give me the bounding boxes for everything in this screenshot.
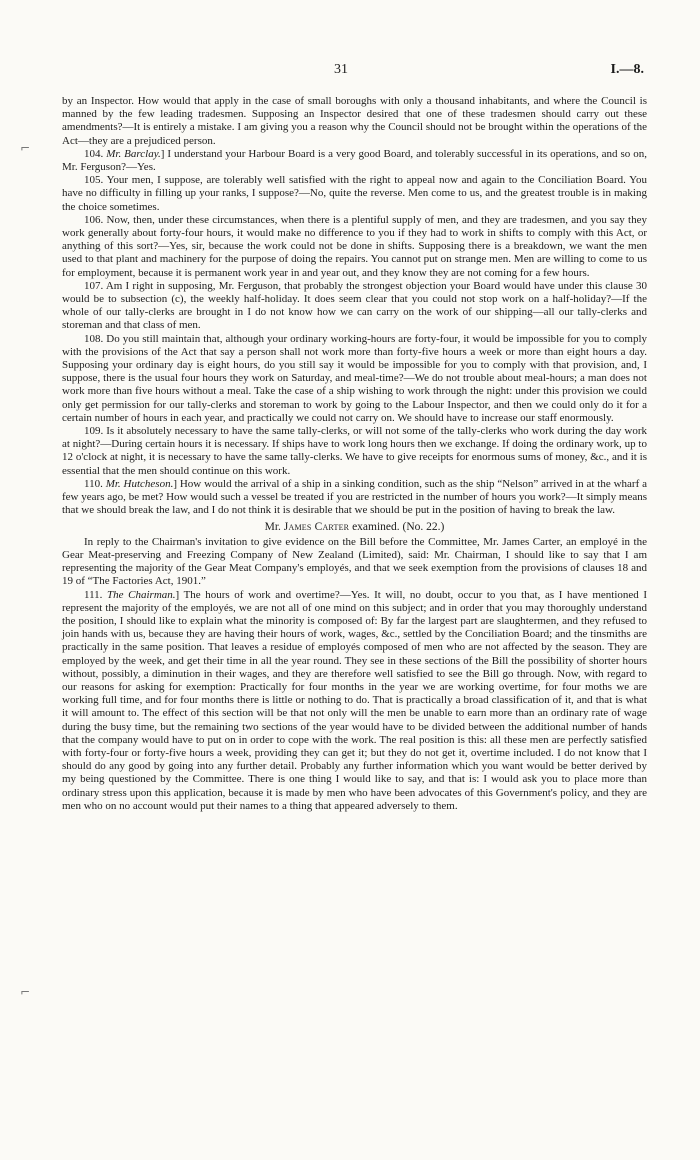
paragraph: 106. Now, then, under these circumstances, when there is a plentiful supply of men, and they are tradesmen, and you say they work generally about forty-four hours, it would make no difference to you if they had to work in shifts to comply with this Act, or anything of this sort?—Yes, sir, because the work could not be done in shifts. Supposing there is a breakdown, we want the men used to that plant and machinery for the purpose of doing the repairs. You cannot put on strange men. Men are willing to come to us for employment, because it is permanent work year in and year out, and they know they are not coming for a few hours.	[62, 213, 647, 279]
paragraph: 110. Mr. Hutcheson.] How would the arrival of a ship in a sinking condition, such as the ship “Nelson” arrived in at the wharf a few years ago, be met? How would such a vessel be treated if you are restricted in the number of hours you work?—It simply means that we should break the law, and I do not think it is desirable that we should be put in the position of having to break the law.	[62, 477, 647, 517]
margin-pencil-mark: ⌐	[20, 985, 31, 999]
question-number: 110.	[84, 477, 103, 490]
paragraph: 111. The Chairman.] The hours of work and overtime?—Yes. It will, no doubt, occur to you that, as I have mentioned I represent the majority of the employés, we are not all of one mind on this subject; and in order that you may thoroughly understand the position, I should like to explain what the minority is composed of: By far the largest part are slaughtermen, and they refused to join hands with us, because they are having their hours of work, wages, &c., settled by the Conciliation Board; and the tinsmiths are practically in the same position. That leaves a residue of employés composed of men who are not affected by the season. They are employed by the week, and get their time in all the year round. They see in these sections of the Bill the possibility of shorter hours without, possibly, a diminution in their wages, and they are therefore well satisfied to see the Bill go through. Now, with regard to our reasons for asking for exemption: Practically for four months in the year we are working overtime, for four moths we are working full time, and for four months there is little or nothing to do. That is practically a broad classification of it, and that is what it will amount to. The effect of this section will be that not only will the men be unable to earn more than an ordinary rate of wage during the busy time, but the remaining two sections of the year would have to be divided between the additional number of hands that the company would have to put on in order to cope with the work. The real position is this: all these men are perfectly satisfied with forty-four or forty-five hours a week, providing they can get it; but they do not get it, overtime included. I do not know that I should do any good by going into any further detail. Probably any further information which you want would be better derived by my being questioned by the Committee. There is one thing I would like to say, and that is: I would ask you to place more than ordinary stress upon this application, because it is made by men who have been advocates of this Government's policy, and they are men who on no account would put their names to a thing that appeared adversely to them.	[62, 588, 648, 812]
paragraph: by an Inspector. How would that apply in the case of small boroughs with only a thousand inhabitants, and where the Council is manned by the few leading tradesmen. Supposing an Inspector desired that one of these tradesmen should carry out these amendments?—It is entirely a mistake. I am giving you a reason why the Council should not be brought within the operations of the Act—they are a prejudiced person.	[62, 95, 647, 147]
paragraph: 107. Am I right in supposing, Mr. Ferguson, that probably the strongest objection your Board would have under this clause 30 would be to subsection (c), the weekly half-holiday. It does seem clear that you could not stop work on a half-holiday?—If the whole of our tally-clerks are brought in I do not know how we can carry on the work of our shipping—all our tally-clerks and storeman and that class of men.	[62, 279, 647, 332]
question-number: 106.	[84, 213, 104, 226]
document-reference: I.—8.	[610, 62, 644, 77]
witness-name: James Carter	[283, 520, 350, 533]
page-number: 31	[334, 62, 348, 77]
speaker: The Chairman.	[107, 588, 176, 601]
speaker: Mr. Hutcheson.	[105, 477, 174, 490]
question-number: 109.	[84, 425, 104, 438]
question-number: 105.	[84, 174, 104, 187]
speaker: Mr. Barclay.	[106, 147, 161, 160]
document-body	[62, 95, 647, 813]
page-header	[0, 62, 700, 82]
section-heading: Mr. James Carter examined. (No. 22.)	[264, 520, 445, 533]
paragraph: 105. Your men, I suppose, are tolerably well satisfied with the right to appeal now and again to the Conciliation Board. You have no difficulty in filling up your ranks, I suppose?—No, quite the reverse. Men come to us, and the greatest trouble is in making the choice sometimes.	[62, 174, 648, 213]
question-number: 104.	[84, 147, 104, 160]
margin-pencil-mark: ⌐	[20, 141, 31, 155]
paragraph: 109. Is it absolutely necessary to have the same tally-clerks, or will not some of the tally-clerks who work during the day work at night?—During certain hours it is necessary. If ships have to work long hours then we exchange. If doing the ordinary work, up to 12 o'clock at night, it is necessary to have the same tally-clerks. We have to give receipts for enormous sums of money, &c., and it is essential that the men should continue on this work.	[62, 425, 647, 477]
paragraph: 104. Mr. Barclay.] I understand your Harbour Board is a very good Board, and tolerably successful in its operations, and so on, Mr. Ferguson?—Yes.	[62, 147, 648, 174]
question-number: 108.	[84, 332, 104, 345]
question-number: 111.	[84, 588, 103, 601]
paragraph: In reply to the Chairman's invitation to give evidence on the Bill before the Committee, Mr. James Carter, an employé in the Gear Meat-preserving and Freezing Company of New Zealand (Limited), said: Mr. Chairman, I should like to say that I am representing the majority of the Gear Meat Company's employés, and that we seek exemption from the provisions of clauses 18 and 19 of “The Factories Act, 1901.”	[62, 535, 647, 588]
paragraph: 108. Do you still maintain that, although your ordinary working-hours are forty-four, it would be impossible for you to comply with the provisions of the Act that say a person shall not work more than forty-five hours a week or more than eight hours a day. Supposing your ordinary day is eight hours, do you still say it would be impossible for you to comply with that provision, and, I suppose, there is the usual four hours they work on Saturday, and meal-time?—We do not trouble about meal-hours; a man does not work more than five hours without a meal. Take the case of a ship wishing to work through the night: under this provision we could only get permission for our tally-clerks and storeman to work by going to the Labour Inspector, and then we could only do it for a certain number of hours in each year, and practically we could not carry on. We should have to increase our staff enormously.	[62, 332, 647, 424]
question-number: 107.	[84, 279, 104, 292]
